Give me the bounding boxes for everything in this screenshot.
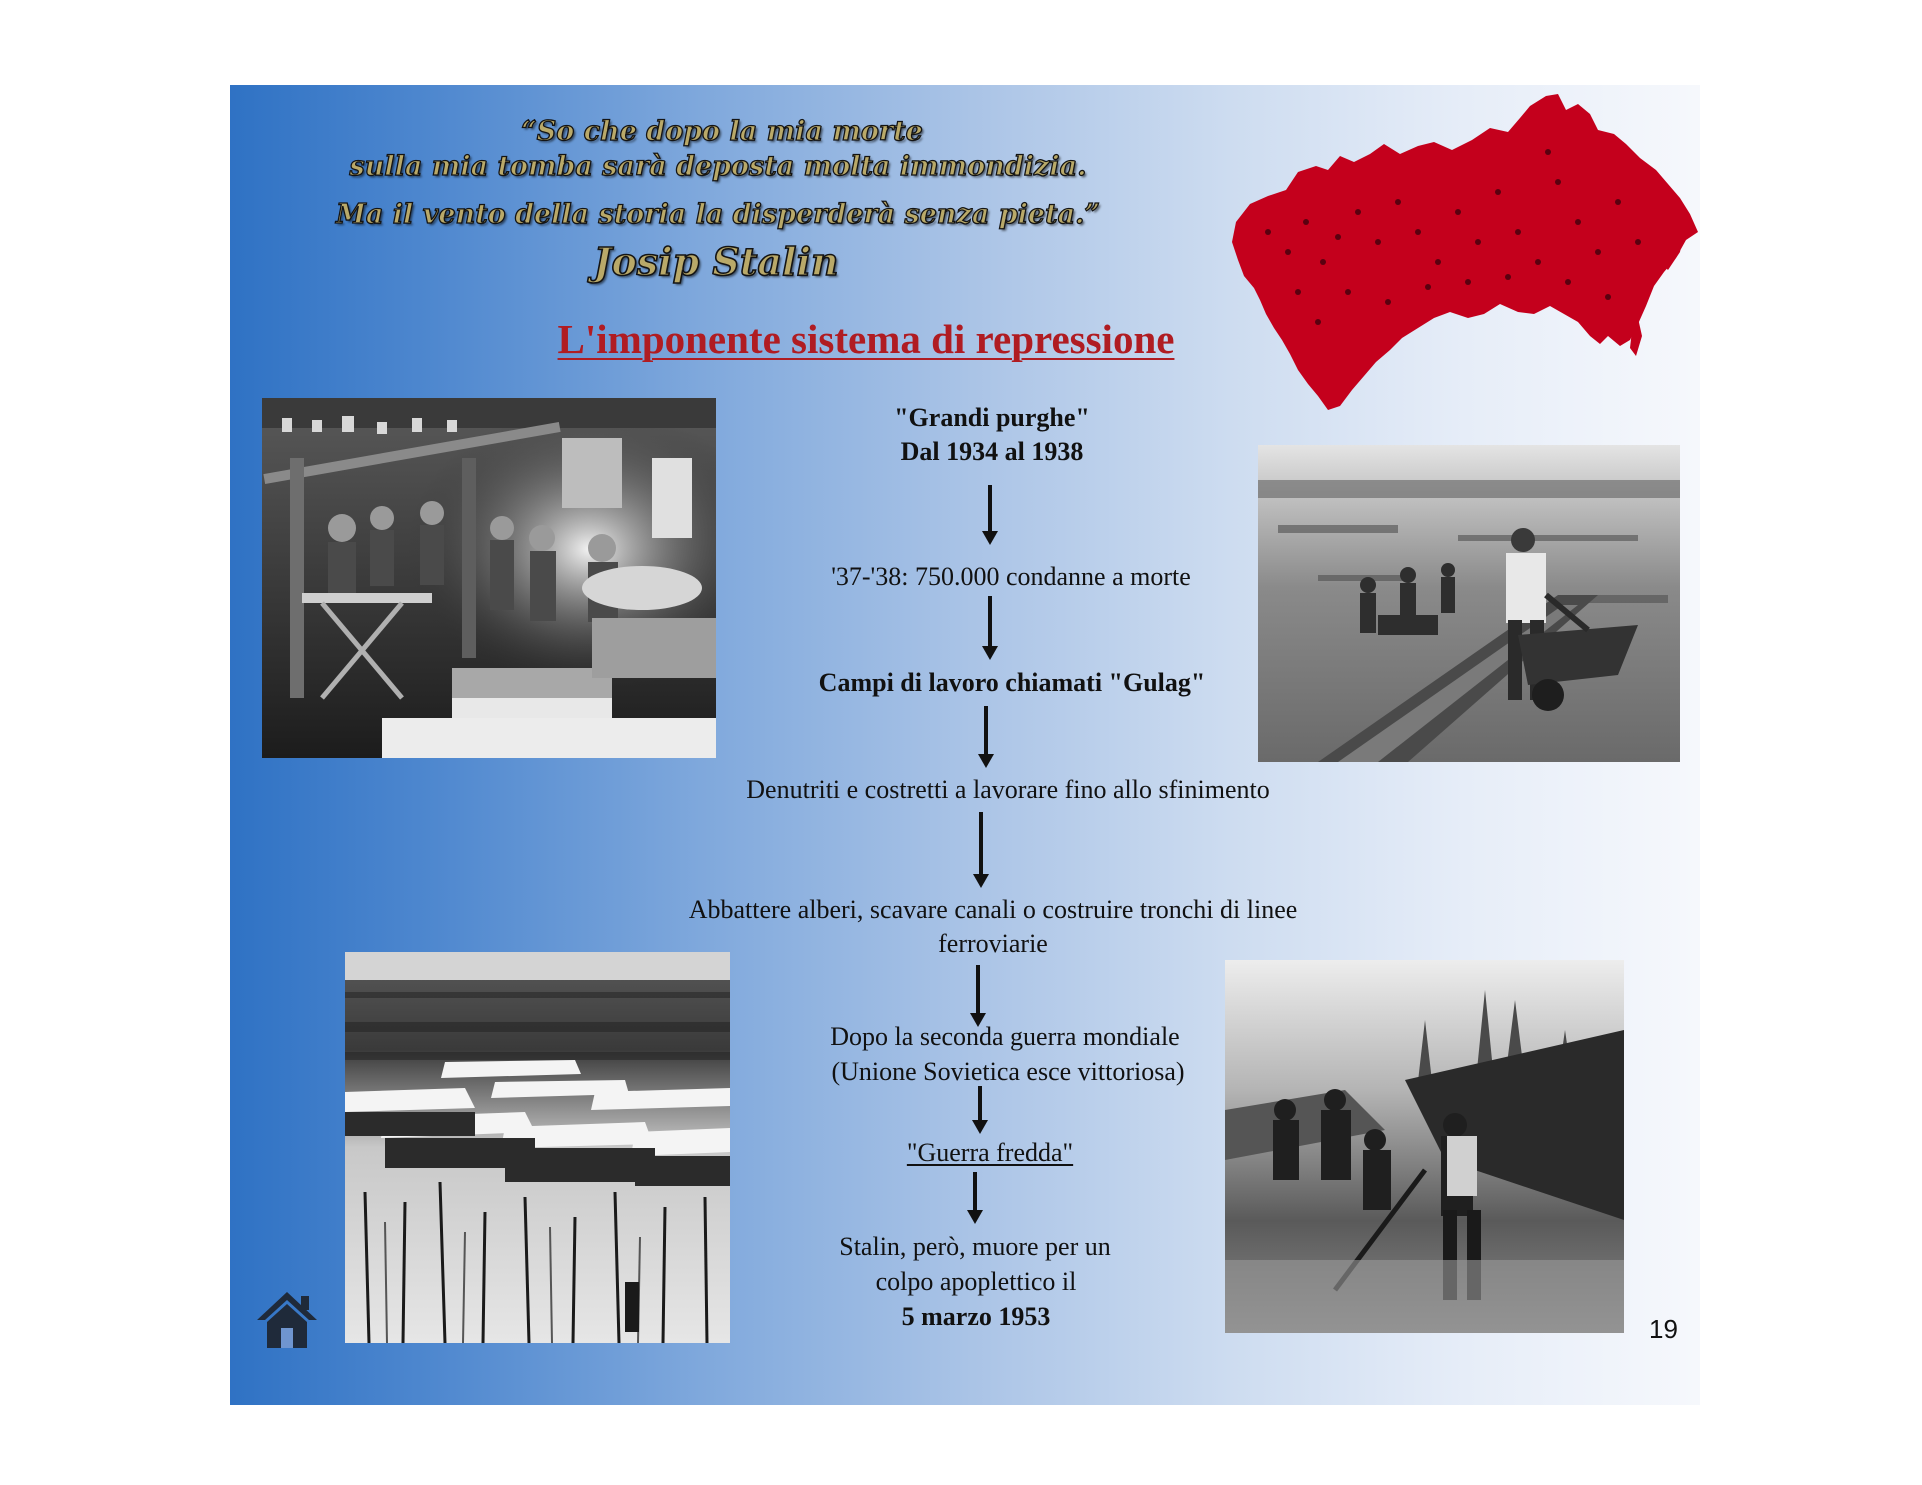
snowy-camp-photo [345,952,730,1343]
arrow-down-icon [972,1086,988,1134]
purges-dates: Dal 1934 al 1938 [900,437,1084,466]
cold-war-text: "Guerra fredda" [906,1138,1074,1167]
digging-workers-photo [1225,960,1624,1333]
quote-line-1: “So che dopo la mia morte [521,116,923,147]
purges-title: "Grandi purghe" [894,403,1090,432]
quote-line-2: sulla mia tomba sarà deposta molta immondizia. [349,151,1087,182]
death-sentences-text: '37-'38: 750.000 condanne a morte [831,562,1191,591]
barracks-interior-photo [262,398,716,758]
quote-line-3: Ma il vento della storia la disperderà senza pieta.” [336,199,1100,230]
postwar-text-line-1: Dopo la seconda guerra mondiale [830,1022,1180,1051]
arrow-down-icon [982,596,998,660]
death-date: 5 marzo 1953 [901,1302,1051,1331]
slide-title: L'imponente sistema di repressione [557,316,1175,362]
arrow-down-icon [973,812,989,888]
arrow-down-icon [978,706,994,768]
work-text-line-2: ferroviarie [938,929,1048,958]
home-icon[interactable] [255,1290,319,1350]
arrow-down-icon [970,965,986,1027]
arrow-down-icon [982,485,998,545]
ussr-map [1228,92,1700,412]
postwar-text-line-2: (Unione Sovietica esce vittoriosa) [831,1057,1185,1086]
wheelbarrow-workers-photo [1258,445,1680,762]
arrow-down-icon [967,1172,983,1224]
death-text-line-1: Stalin, però, muore per un [839,1232,1111,1261]
gulag-text: Campi di lavoro chiamati "Gulag" [818,668,1206,697]
page-number: 19 [1649,1314,1678,1344]
death-text-line-2: colpo apoplettico il [875,1267,1077,1296]
work-text-line-1: Abbattere alberi, scavare canali o costruire tronchi di linee [688,895,1298,924]
conditions-text: Denutriti e costretti a lavorare fino allo sfinimento [746,775,1270,804]
quote-author: Josip Stalin [593,239,839,284]
